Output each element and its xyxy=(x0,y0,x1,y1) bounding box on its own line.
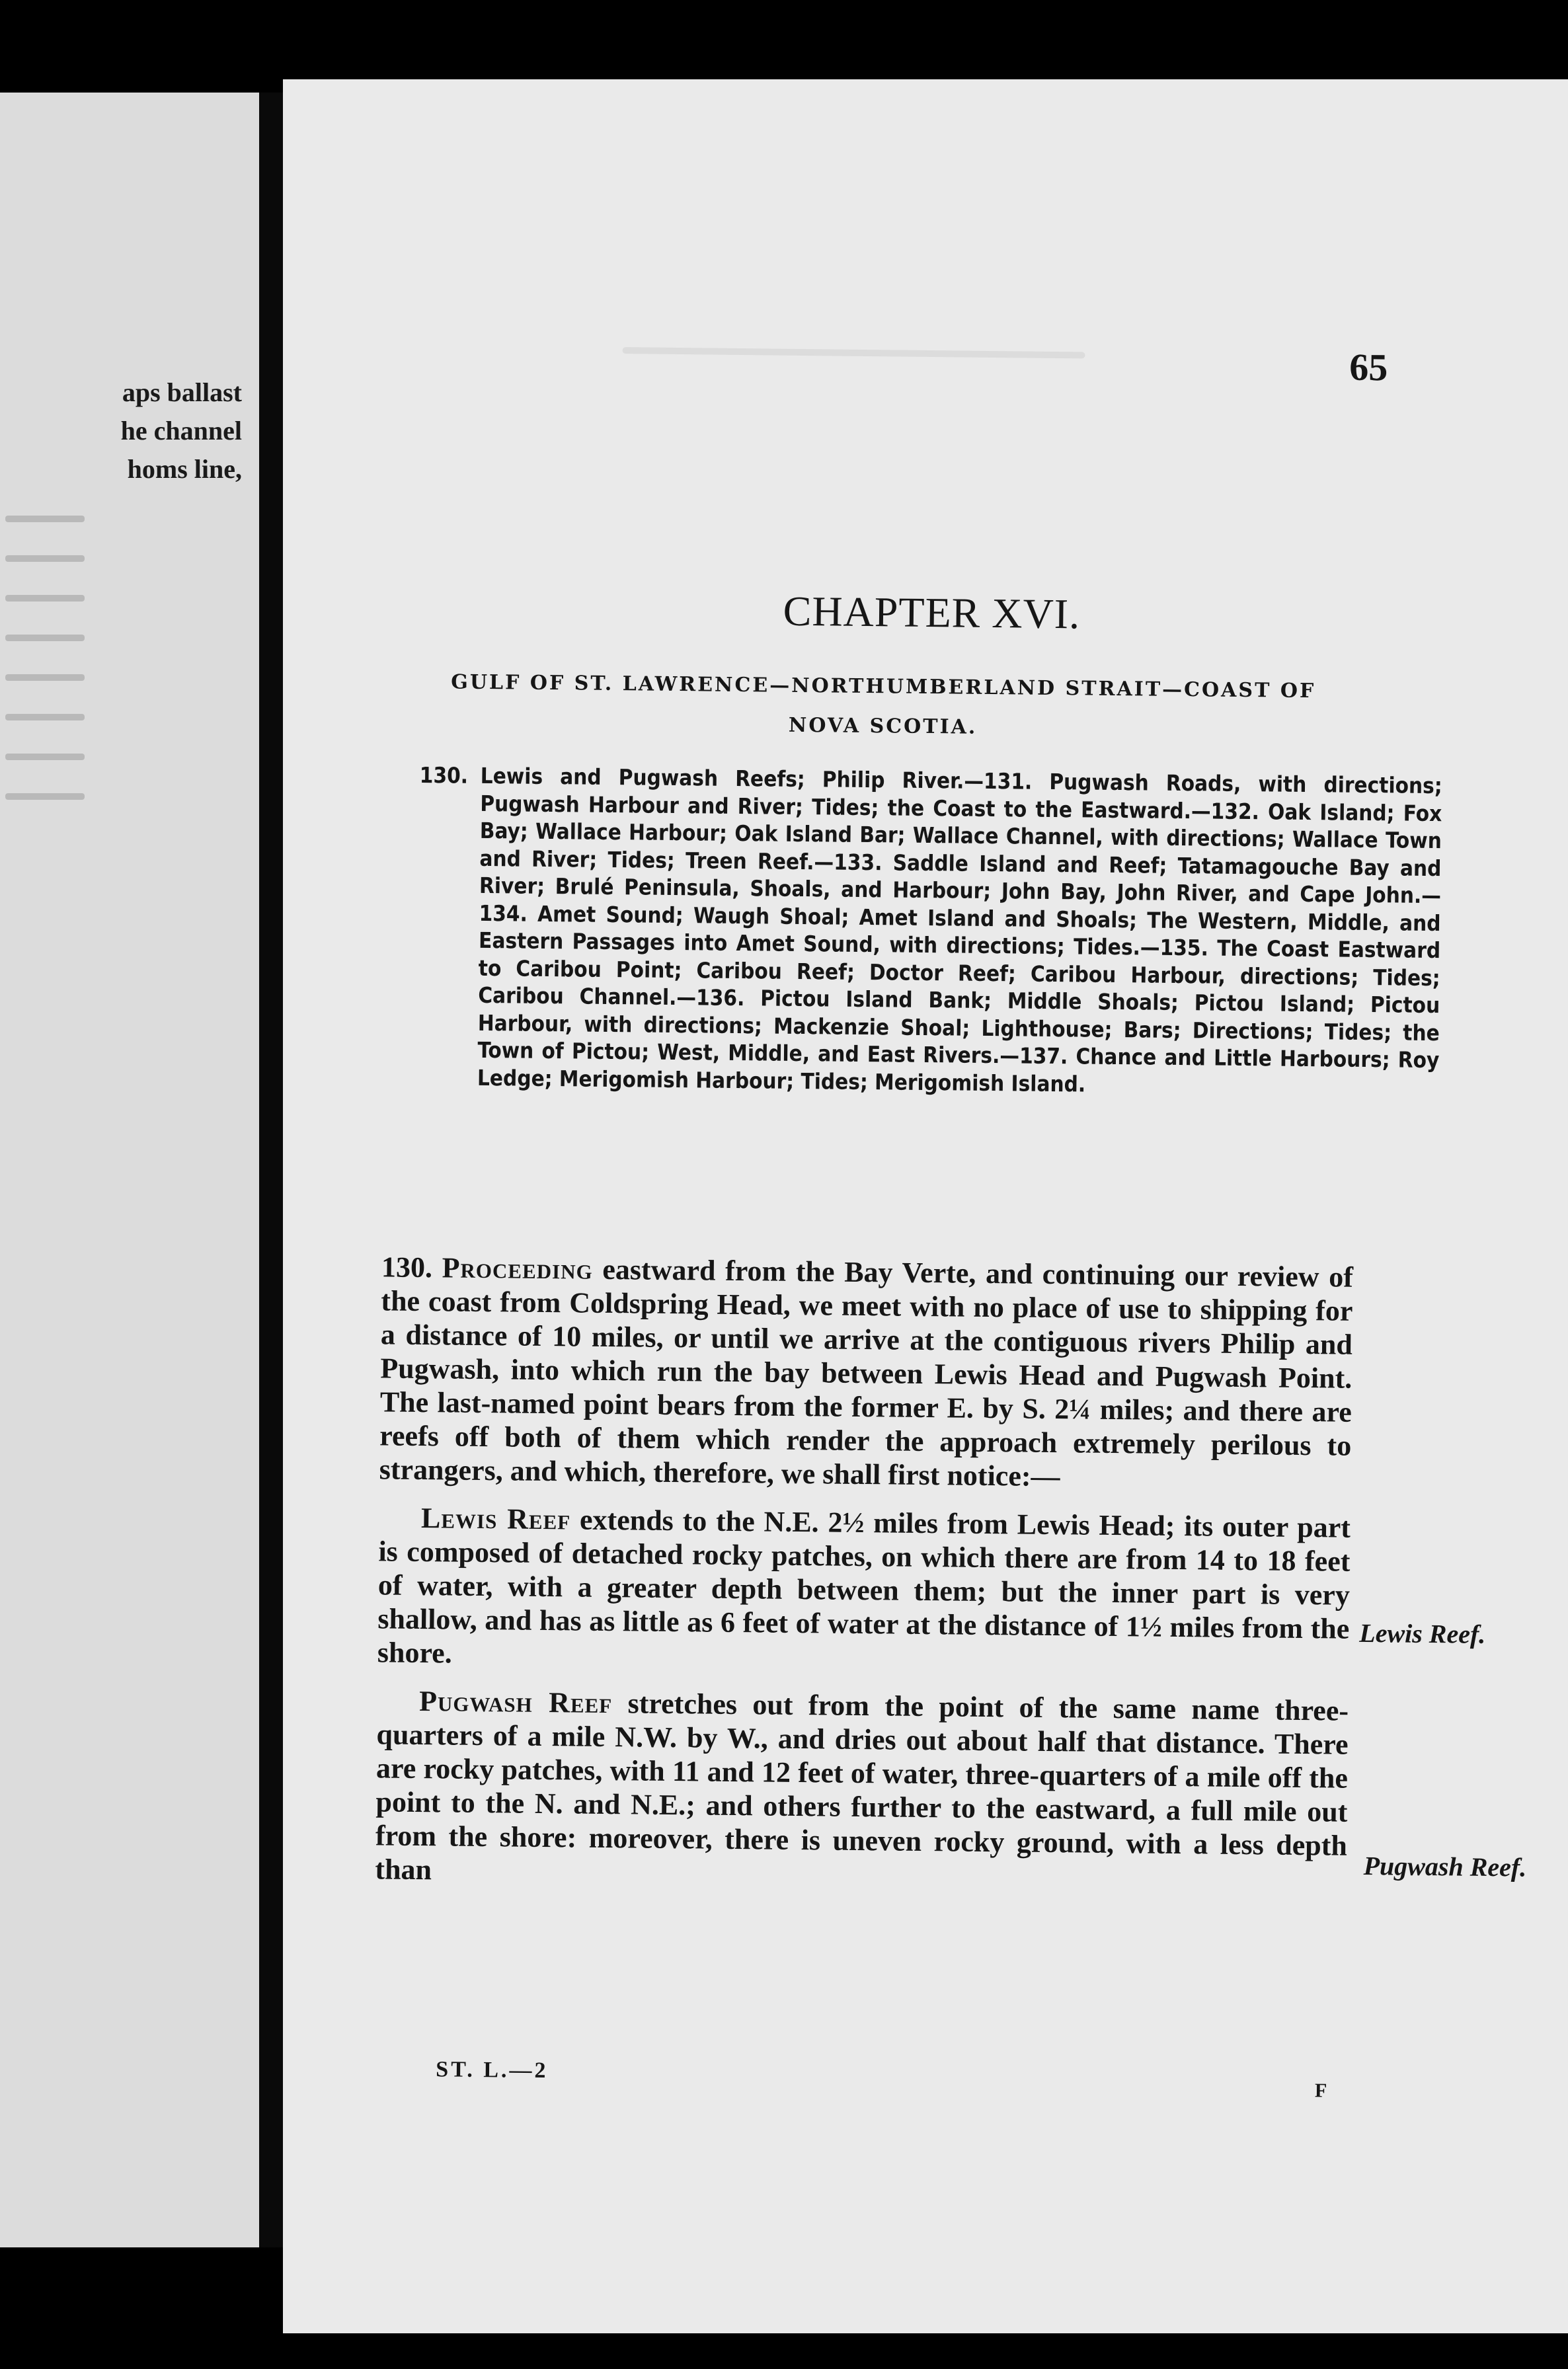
facing-page-bleed xyxy=(5,555,85,562)
show-through-bleed xyxy=(622,347,1085,358)
facing-page-bleed xyxy=(5,793,85,800)
facing-page-bleed xyxy=(5,595,85,602)
facing-page-bleed xyxy=(5,516,85,522)
paragraph-text: extends to the N.E. 2½ miles from Lewis Head; its outer part is composed of detached rocky patches, on which there are from 14 to 18 feet of water, with a greater depth between them; but the inner part is very shallow, and has as little as 6 feet of water at the distance of 1½ miles from the shore. xyxy=(377,1503,1351,1670)
paragraph xyxy=(377,1500,1351,1679)
facing-page-line: he channel xyxy=(120,416,242,446)
subheading-line: NOVA SCOTIA. xyxy=(788,713,978,739)
facing-page-bleed xyxy=(5,674,85,681)
signature-mark: ST. L.—2 xyxy=(436,2057,549,2083)
facing-page-line: homs line, xyxy=(127,454,242,484)
facing-page-bleed xyxy=(5,635,85,641)
paragraph-text: stretches out from the point of the same name three-quarters of a mile N.W. by W., and dries out about half that distance. There are rocky patches, with 11 and 12 feet of water, three-quarters of a mile off the point to the N. and N.E.; and others further to the eastward, a full mile out from the shore: moreover, there is uneven rocky ground, with a less depth than xyxy=(375,1687,1349,1886)
paragraph-lead: Proceeding xyxy=(442,1251,593,1286)
page-content xyxy=(271,73,1568,2340)
paragraph-lead: Lewis Reef xyxy=(420,1502,571,1536)
paragraph xyxy=(379,1250,1354,1496)
facing-page-bleed xyxy=(5,714,85,720)
chapter-title: CHAPTER XVI. xyxy=(783,587,1081,638)
gathering-mark: F xyxy=(1314,2079,1327,2102)
margin-note-lewis-reef: Lewis Reef. xyxy=(1359,1617,1486,1649)
paragraph-number: 130. xyxy=(381,1251,433,1284)
chapter-summary xyxy=(416,761,1442,1101)
paragraph-lead: Pugwash Reef xyxy=(418,1685,613,1720)
summary-number: 130. xyxy=(419,761,469,789)
paragraph xyxy=(375,1684,1349,1896)
page-number: 65 xyxy=(1349,345,1388,389)
facing-page xyxy=(0,93,259,2247)
margin-note-pugwash-reef: Pugwash Reef. xyxy=(1363,1850,1527,1883)
chapter-subheading xyxy=(420,662,1346,752)
facing-page-line: aps ballast xyxy=(122,377,242,407)
book-page xyxy=(283,79,1568,2333)
summary-text: Lewis and Pugwash Reefs; Philip River.—131. Pugwash Roads, with directions; Pugwash Harbour and River; Tides; the Coast to the Eastward.—132. Oak Island; Fox Bay; Wallace Harbour; Oak Island Bar; Wallace Channel, with directions; Wallace Town and River; Tides; Treen Reef.—133. Saddle Island and Reef; Tatamagouche Bay and River; Brulé Peninsula, Shoals, and Harbour; John Bay, John River, and Cape John.—134. Amet Sound; Waugh Shoal; Amet Island and Shoals; The Western, Middle, and Eastern Passages into Amet Sound, with directions; Tides.—135. The Coast Eastward to Caribou Point; Caribou Reef; Doctor Reef; Caribou Harbour, directions; Tides; Caribou Channel.—136. Pictou Island Bank; Middle Shoals; Pictou Island; Pictou Harbour, with directions; Mackenzie Shoal; Lighthouse; Bars; Directions; Tides; the Town of Pictou; West, Middle, and East Rivers.—137. Chance and Little Harbours; Roy Ledge; Merigomish Harbour; Tides; Merigomish Island. xyxy=(477,762,1442,1097)
facing-page-bleed xyxy=(5,754,85,760)
paragraph-text: eastward from the Bay Verte, and continuing our review of the coast from Coldspring Head, we meet with no place of use to shipping for a distance of 10 miles, or until we arrive at the contiguous rivers Philip and Pugwash, into which run the bay between Lewis Head and Pugwash Point. The last-named point bears from the former E. by S. 2¼ miles; and there are reefs off both of them which render the approach extremely perilous to strangers, and which, therefore, we shall first notice:— xyxy=(379,1253,1354,1493)
body-text xyxy=(375,1250,1492,1912)
subheading-line: GULF OF ST. LAWRENCE—NORTHUMBERLAND STRAIT—COAST OF xyxy=(451,670,1316,703)
